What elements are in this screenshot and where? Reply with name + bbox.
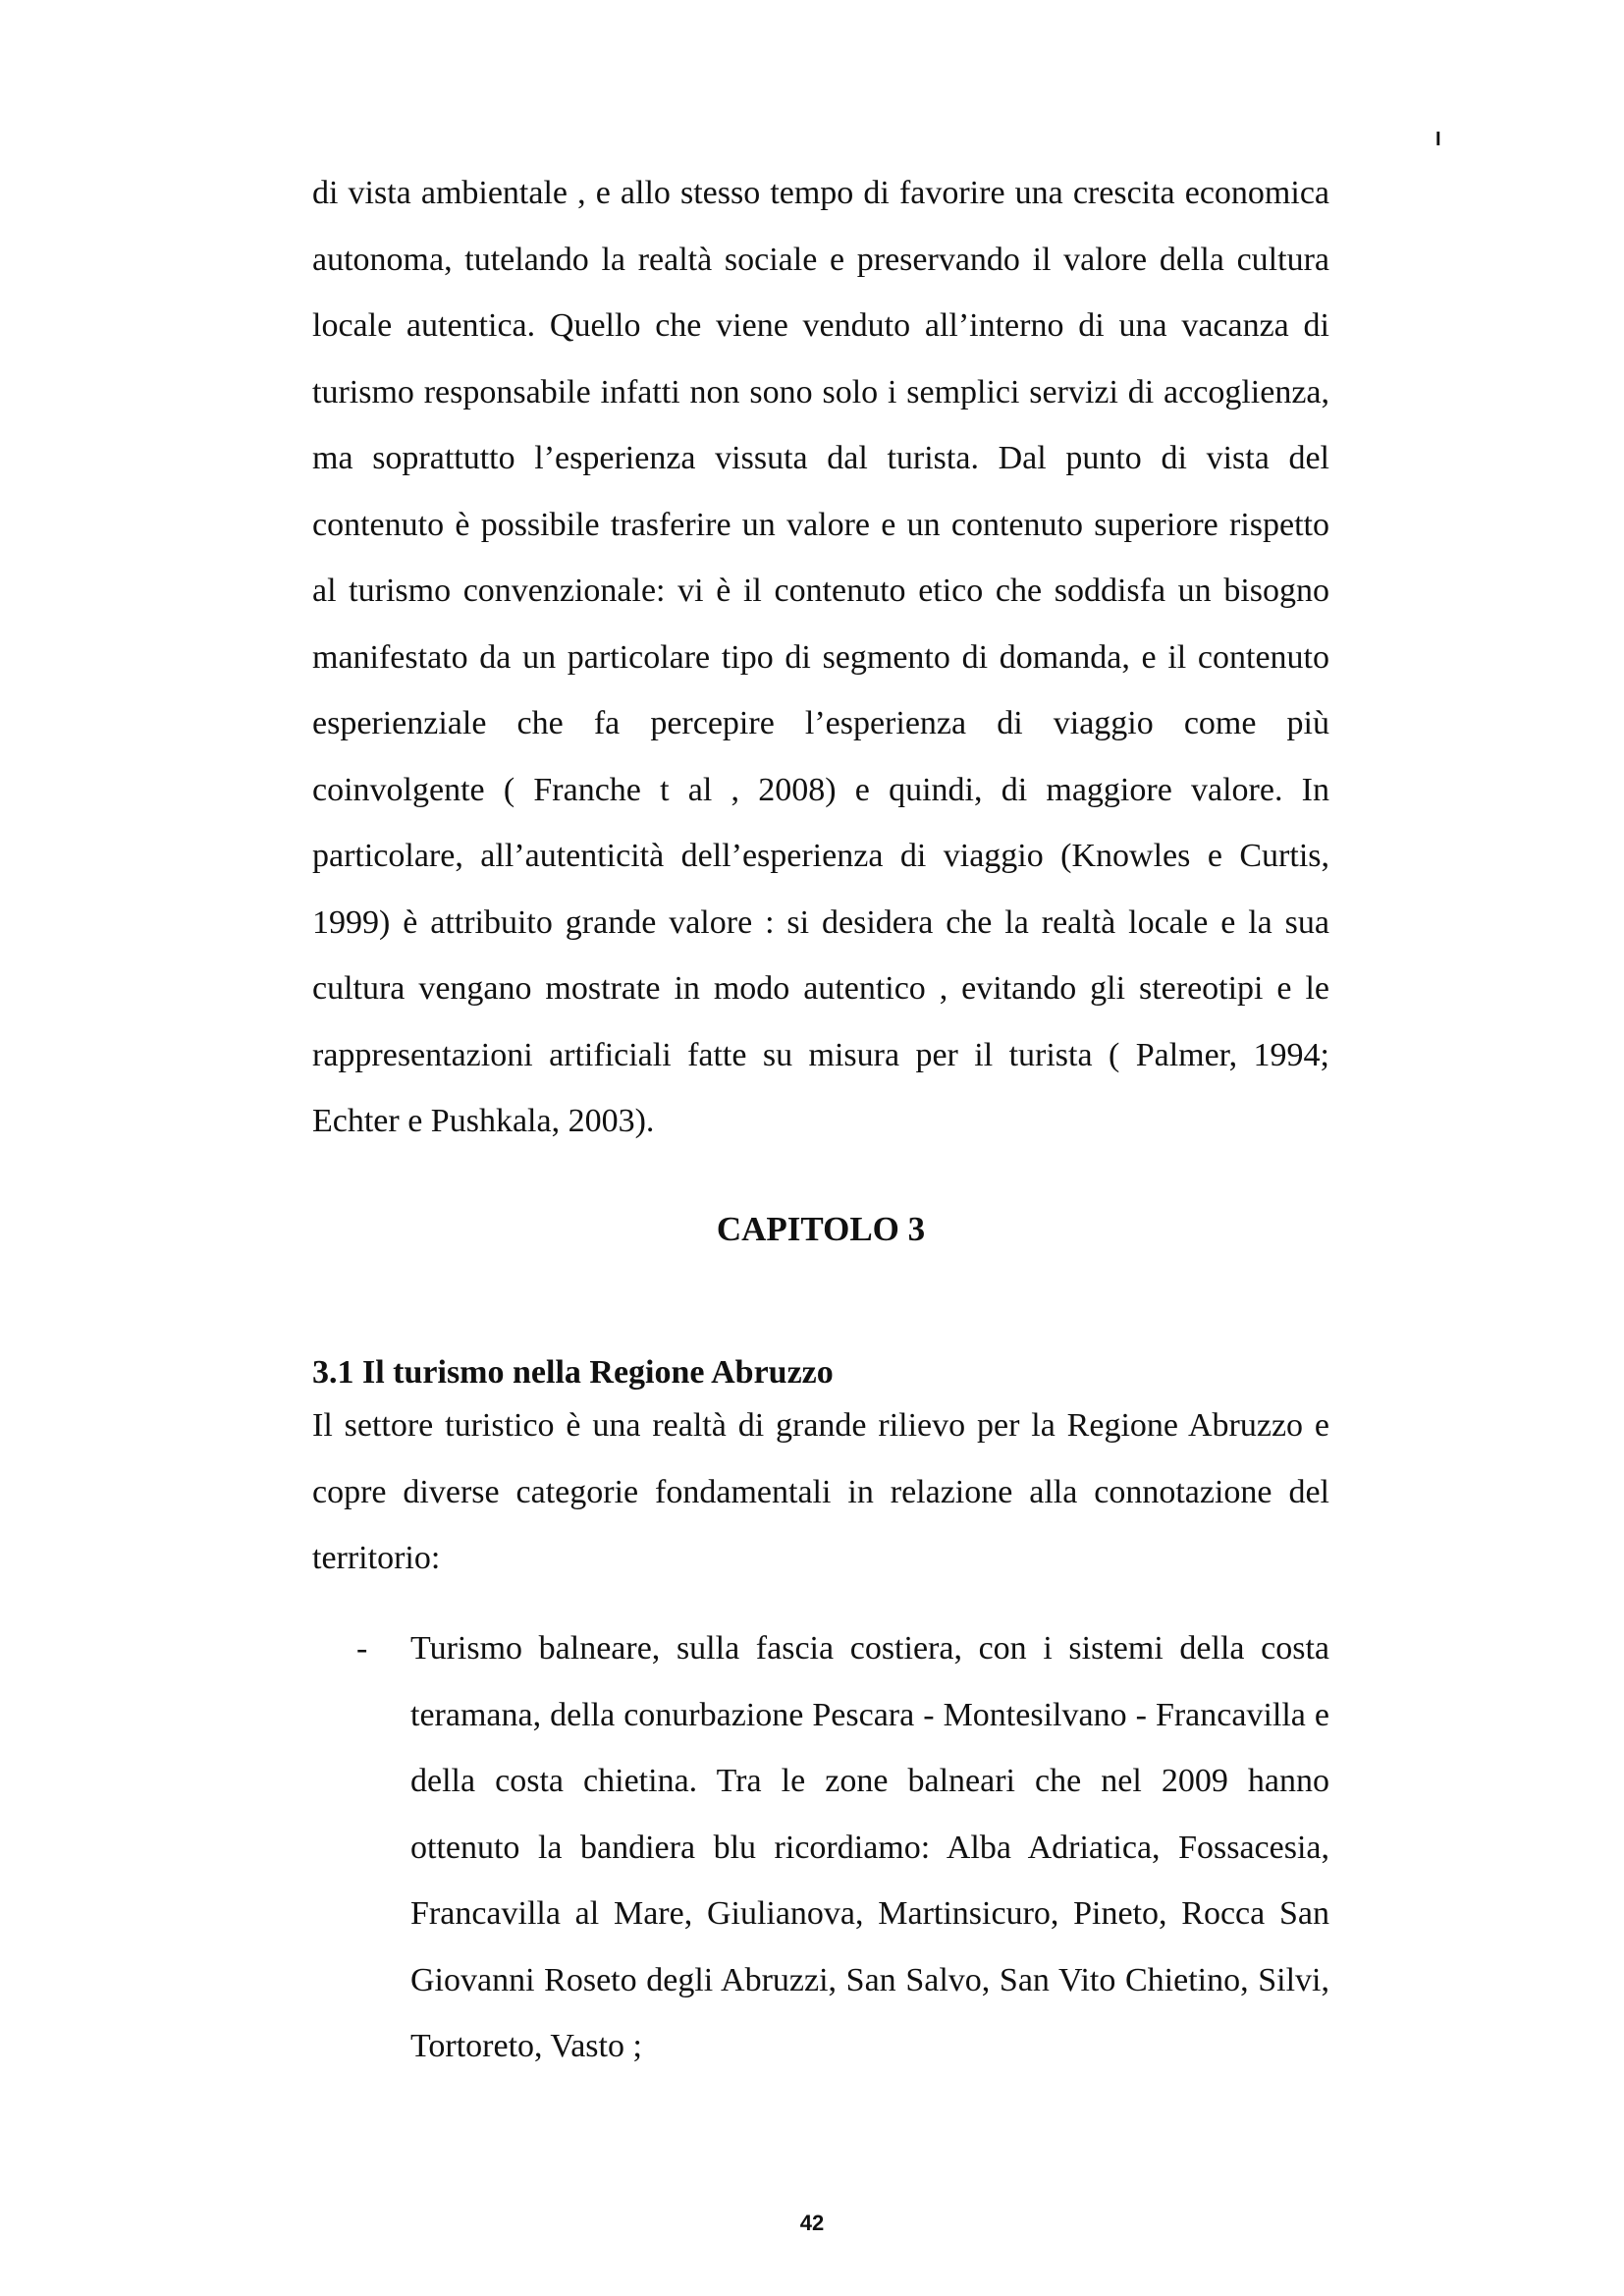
section-heading: 3.1 Il turismo nella Regione Abruzzo [312, 1354, 834, 1391]
bullet-item-beach-tourism: Turismo balneare, sulla fascia costiera, con i sistemi della costa teramana, della conurbazione Pescara - Montesilvano - Francavilla e della costa chietina. Tra le zone balneari che nel 2009 hanno ottenuto la bandiera blu ricordiamo: Alba Adriatica, Fossacesia, Francavilla al Mare, Giulianova, Martinsicuro, Pineto, Rocca San Giovanni Roseto degli Abruzzi, San Salvo, San Vito Chietino, Silvi, Tortoreto, Vasto ; [410, 1630, 1329, 2064]
corner-mark: I [1435, 129, 1441, 150]
paragraph-tourism-sector: Il settore turistico è una realtà di grande rilievo per la Regione Abruzzo e copre diverse categorie fondamentali in relazione alla connotazione del territorio: [312, 1407, 1329, 1576]
chapter-heading: CAPITOLO 3 [716, 1210, 926, 1248]
bullet-marker: - [356, 1630, 368, 1667]
page-number: 42 [799, 2211, 825, 2235]
paragraph-responsible-tourism: di vista ambientale , e allo stesso tempo di favorire una crescita economica autonoma, tutelando la realtà sociale e preservando il valore della cultura locale autentica. Quello che viene venduto all’interno di una vacanza di turismo responsabile infatti non sono solo i semplici servizi di accoglienza, ma soprattutto l’esperienza vissuta dal turista. Dal punto di vista del contenuto è possibile trasferire un valore e un contenuto superiore rispetto al turismo convenzionale: vi è il contenuto etico che soddisfa un bisogno manifestato da un particolare tipo di segmento di domanda, e il contenuto esperienziale che fa percepire l’esperienza di viaggio come più coinvolgente ( Franche t al , 2008) e quindi, di maggiore valore. In particolare, all’autenticità dell’esperienza di viaggio (Knowles e Curtis, 1999) è attribuito grande valore : si desidera che la realtà locale e la sua cultura vengano mostrate in modo autentico , evitando gli stereotipi e le rappresentazioni artificiali fatte su misura per il turista ( Palmer, 1994; Echter e Pushkala, 2003). [312, 175, 1329, 1139]
